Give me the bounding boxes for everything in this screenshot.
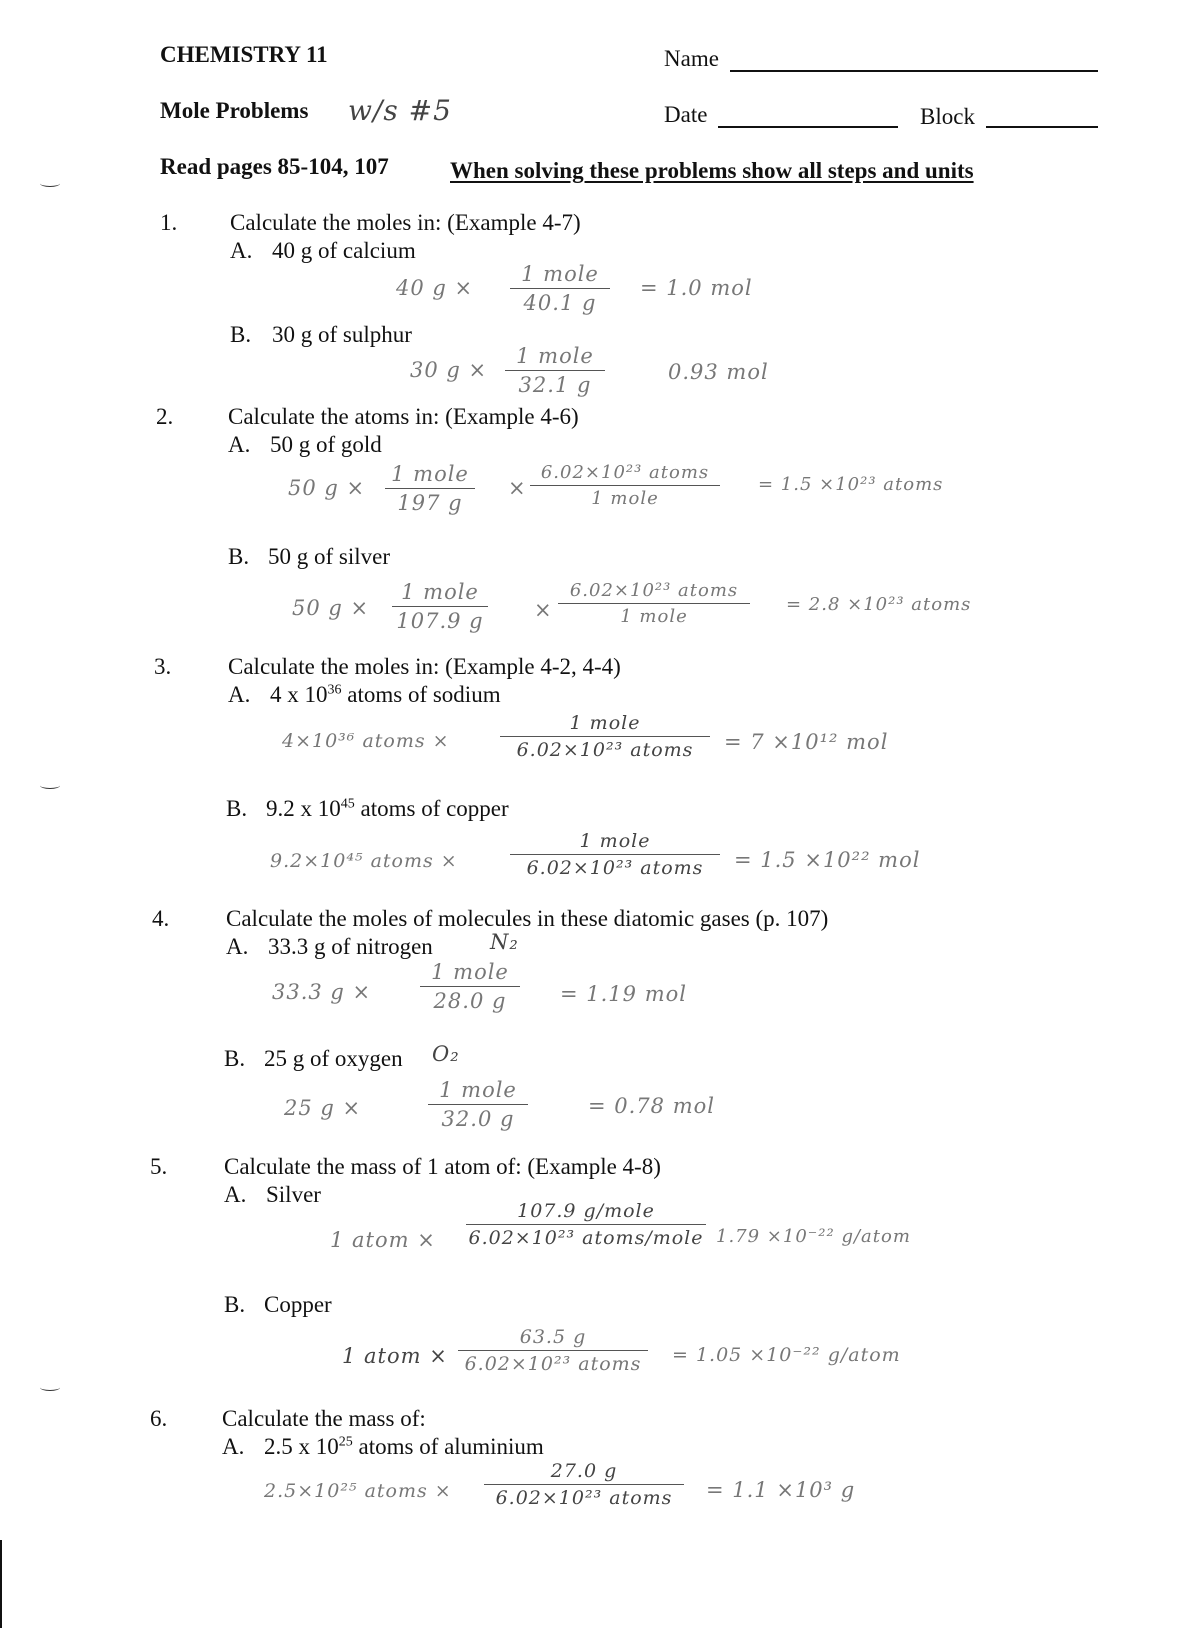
worksheet-title: Mole Problems [160, 98, 309, 123]
work-fraction [458, 1326, 648, 1375]
work-result: = 1.0 mol [640, 276, 753, 300]
formula-note: N₂ [490, 930, 519, 954]
part-label: A. [228, 682, 251, 707]
part-text-rest: atoms of aluminium [352, 1434, 544, 1459]
part-label: A. [226, 934, 249, 959]
work-result: = 1.5 ×10²³ atoms [758, 474, 944, 495]
block-field-line[interactable] [986, 126, 1098, 128]
work-lead: 50 g × [292, 596, 370, 620]
work-lead: 30 g × [410, 358, 488, 382]
work-numerator: 1 mole [391, 462, 469, 486]
work-lead: 1 atom × [330, 1228, 436, 1252]
work-numerator: 1 mole [569, 712, 641, 734]
part-text: 25 g of oxygen [264, 1046, 403, 1071]
work-operator: × [534, 598, 553, 622]
part-text-base: 4 x 10 [270, 682, 328, 707]
part-text: Silver [266, 1182, 321, 1207]
fraction-bar [500, 736, 710, 737]
part-label: A. [224, 1182, 247, 1207]
work-result: = 1.5 ×10²² mol [734, 848, 921, 872]
work-denominator: 6.02×10²³ atoms [495, 1487, 673, 1509]
part-text-rest: atoms of sodium [341, 682, 501, 707]
work-denominator: 6.02×10²³ atoms/mole [468, 1227, 704, 1249]
part-text: Copper [264, 1292, 332, 1317]
work-lead: 33.3 g × [272, 980, 372, 1004]
part-label: B. [224, 1046, 246, 1071]
part-label: B. [230, 322, 252, 347]
fraction-bar [510, 288, 610, 289]
date-field-line[interactable] [718, 126, 898, 128]
question-prompt: Calculate the moles in: (Example 4-7) [230, 210, 581, 235]
question-number: 5. [150, 1154, 168, 1179]
work-result: 0.93 mol [668, 360, 769, 384]
work-result: = 1.1 ×10³ g [706, 1478, 856, 1502]
question-number: 3. [154, 654, 172, 679]
margin-mark [40, 180, 60, 187]
question-number: 2. [156, 404, 174, 429]
work-numerator: 6.02×10²³ atoms [569, 580, 739, 601]
part-label: B. [226, 796, 248, 821]
work-fraction [500, 712, 710, 761]
work-lead: 4×10³⁶ atoms × [282, 730, 450, 752]
part-text: 50 g of silver [268, 544, 391, 569]
part-text: 30 g of sulphur [272, 322, 412, 347]
course-title: CHEMISTRY 11 [160, 42, 328, 67]
part-text-base: 2.5 x 10 [264, 1434, 339, 1459]
work-denominator: 1 mole [620, 606, 688, 627]
part-text-rest: atoms of copper [354, 796, 509, 821]
work-numerator: 1 mole [516, 344, 594, 368]
part-text: 33.3 g of nitrogen [268, 934, 433, 959]
work-numerator: 1 mole [521, 262, 599, 286]
work-numerator: 1 mole [579, 830, 651, 852]
work-result: = 2.8 ×10²³ atoms [786, 594, 972, 615]
work-fraction [558, 580, 750, 627]
fraction-bar [458, 1350, 648, 1351]
fraction-bar [510, 854, 720, 855]
work-fraction [530, 462, 720, 509]
fraction-bar [385, 488, 475, 489]
fraction-bar [392, 606, 488, 607]
work-result: = 1.19 mol [560, 982, 687, 1006]
work-lead: 9.2×10⁴⁵ atoms × [270, 850, 458, 872]
worksheet-number: w/s #5 [348, 94, 452, 127]
part-text-exponent: 45 [340, 796, 355, 812]
work-lead: 1 atom × [342, 1344, 448, 1368]
part-text [264, 1434, 544, 1460]
part-text-exponent: 36 [327, 682, 342, 698]
work-numerator: 1 mole [439, 1078, 517, 1102]
work-numerator: 1 mole [401, 580, 479, 604]
margin-mark [40, 782, 60, 789]
question-prompt: Calculate the mass of: [222, 1406, 426, 1431]
work-numerator: 107.9 g/mole [517, 1200, 655, 1222]
margin-line [0, 1540, 2, 1628]
instructions: When solving these problems show all steps and units [450, 158, 974, 183]
work-operator: × [508, 476, 527, 500]
work-lead: 40 g × [396, 276, 474, 300]
question-prompt: Calculate the mass of 1 atom of: (Example 4-8) [224, 1154, 661, 1179]
block-label: Block [920, 104, 975, 129]
name-label: Name [664, 46, 719, 71]
work-denominator: 6.02×10²³ atoms [526, 857, 704, 879]
work-numerator: 63.5 g [519, 1326, 587, 1348]
work-fraction [420, 960, 520, 1013]
question-number: 1. [160, 210, 178, 235]
formula-note: O₂ [432, 1042, 460, 1066]
work-denominator: 107.9 g [396, 609, 484, 633]
fraction-bar [420, 986, 520, 987]
reading-assignment: Read pages 85-104, 107 [160, 154, 389, 179]
work-fraction [428, 1078, 528, 1131]
work-numerator: 6.02×10²³ atoms [540, 462, 710, 483]
part-text-base: 9.2 x 10 [266, 796, 341, 821]
fraction-bar [428, 1104, 528, 1105]
fraction-bar [466, 1224, 706, 1225]
work-numerator: 27.0 g [550, 1460, 618, 1482]
work-denominator: 6.02×10²³ atoms [516, 739, 694, 761]
work-denominator: 6.02×10²³ atoms [464, 1353, 642, 1375]
work-denominator: 32.0 g [441, 1107, 515, 1131]
work-fraction [484, 1460, 684, 1509]
work-fraction [510, 830, 720, 879]
work-fraction [466, 1200, 706, 1249]
fraction-bar [558, 603, 750, 604]
fraction-bar [530, 485, 720, 486]
work-result: = 7 ×10¹² mol [724, 730, 889, 754]
fraction-bar [484, 1484, 684, 1485]
part-text: 40 g of calcium [272, 238, 416, 263]
work-denominator: 1 mole [591, 488, 659, 509]
part-label: A. [230, 238, 253, 263]
work-lead: 2.5×10²⁵ atoms × [264, 1480, 452, 1502]
work-fraction [385, 462, 475, 515]
part-label: A. [228, 432, 251, 457]
fraction-bar [505, 370, 605, 371]
work-denominator: 32.1 g [518, 373, 592, 397]
work-result: 1.79 ×10⁻²² g/atom [716, 1226, 911, 1247]
work-lead: 50 g × [288, 476, 366, 500]
part-text: 50 g of gold [270, 432, 382, 457]
work-result: = 0.78 mol [588, 1094, 715, 1118]
part-text [270, 682, 501, 708]
question-prompt: Calculate the atoms in: (Example 4-6) [228, 404, 579, 429]
question-prompt: Calculate the moles in: (Example 4-2, 4-4) [228, 654, 621, 679]
date-label: Date [664, 102, 708, 127]
work-denominator: 197 g [397, 491, 463, 515]
work-numerator: 1 mole [431, 960, 509, 984]
part-label: B. [224, 1292, 246, 1317]
work-denominator: 28.0 g [433, 989, 507, 1013]
part-text [266, 796, 509, 822]
part-label: B. [228, 544, 250, 569]
question-number: 4. [152, 906, 170, 931]
work-lead: 25 g × [284, 1096, 362, 1120]
part-label: A. [222, 1434, 245, 1459]
work-denominator: 40.1 g [523, 291, 597, 315]
question-prompt: Calculate the moles of molecules in these diatomic gases (p. 107) [226, 906, 829, 931]
work-result: = 1.05 ×10⁻²² g/atom [672, 1344, 901, 1366]
question-number: 6. [150, 1406, 168, 1431]
margin-mark [40, 1384, 60, 1391]
part-text-exponent: 25 [338, 1434, 353, 1450]
name-field-line[interactable] [730, 70, 1098, 72]
work-fraction [505, 344, 605, 397]
work-fraction [392, 580, 488, 633]
work-fraction [510, 262, 610, 315]
